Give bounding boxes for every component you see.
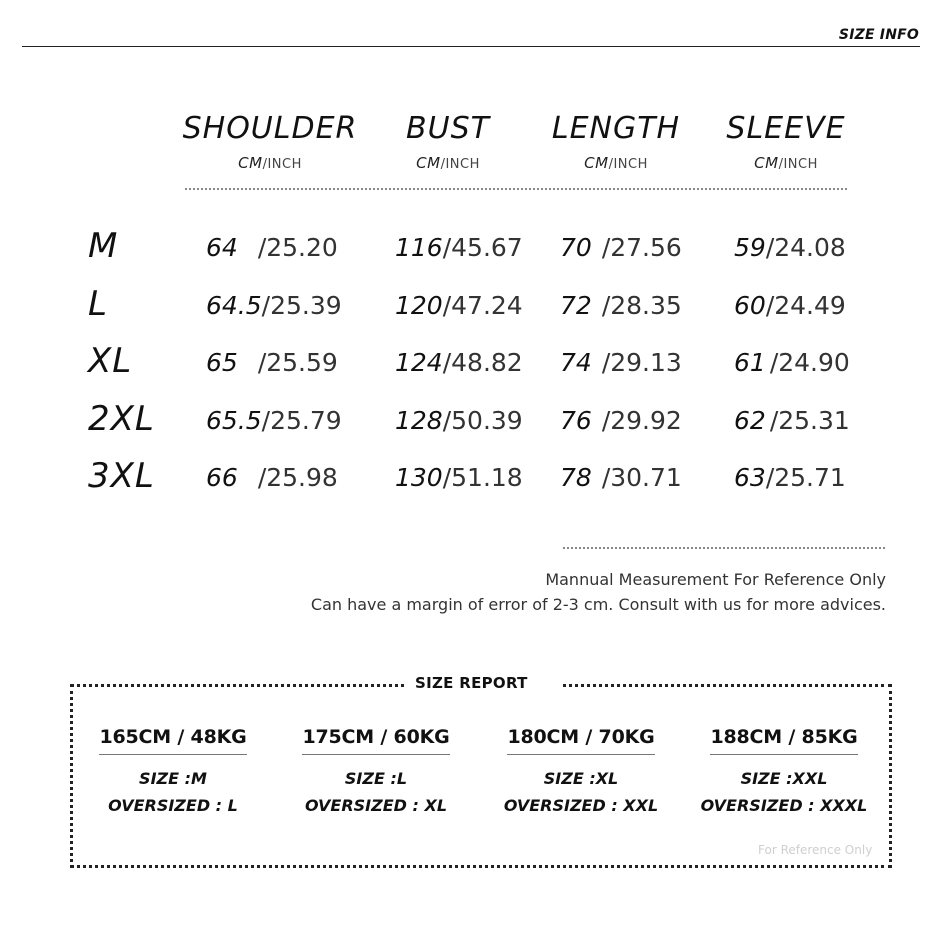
column-unit: CM/INCH [416,154,480,172]
model-oversized: OVERSIZED : XXL [503,796,659,815]
sleeve-value: 59/24.08 [734,233,846,262]
shoulder-value: 64 /25.20 [206,233,338,262]
size-label: XL [88,341,133,381]
column-title: BUST [406,111,490,146]
model-report [481,726,681,815]
table-row [0,284,950,342]
page-title: SIZE INFO [838,27,919,43]
column-header-shoulder [170,112,370,172]
model-oversized: OVERSIZED : XXXL [700,796,868,815]
model-height-weight: 175CM / 60KG [302,726,449,755]
table-row [0,399,950,457]
bust-value: 124/48.82 [395,348,523,377]
sleeve-value: 62 /25.31 [734,406,850,435]
length-value: 74 /29.13 [560,348,682,377]
model-size: SIZE :L [344,769,408,788]
column-unit: CM/INCH [754,154,818,172]
dotted-divider [563,547,885,549]
column-header-sleeve [686,112,886,172]
reference-only-note: For Reference Only [758,843,873,857]
length-value: 78 /30.71 [560,463,682,492]
column-title: SHOULDER [182,111,358,146]
model-report [684,726,884,815]
model-size: SIZE :M [139,769,207,788]
length-value: 70 /27.56 [560,233,682,262]
dotted-divider [185,188,847,190]
shoulder-value: 64.5/25.39 [206,291,342,320]
sleeve-value: 63/25.71 [734,463,846,492]
header-divider [22,46,920,47]
length-value: 72 /28.35 [560,291,682,320]
bust-value: 120/47.24 [395,291,523,320]
table-row [0,456,950,514]
model-report [73,726,273,815]
shoulder-value: 65 /25.59 [206,348,338,377]
model-height-weight: 165CM / 48KG [99,726,246,755]
size-label: L [88,284,108,324]
length-value: 76 /29.92 [560,406,682,435]
model-size: SIZE :XXL [740,769,828,788]
model-oversized: OVERSIZED : L [108,796,238,815]
sleeve-value: 60/24.49 [734,291,846,320]
model-size: SIZE :XL [543,769,619,788]
measurement-note: Mannual Measurement For Reference Only [545,570,886,589]
table-row [0,341,950,399]
shoulder-value: 66 /25.98 [206,463,338,492]
size-label: 3XL [88,456,155,496]
margin-of-error-note: Can have a margin of error of 2-3 cm. Consult with us for more advices. [310,595,886,614]
size-label: M [88,226,119,266]
column-unit: CM/INCH [584,154,648,172]
size-report-title: SIZE REPORT [405,674,538,692]
bust-value: 116/45.67 [395,233,523,262]
column-unit: CM/INCH [238,154,302,172]
model-report [276,726,476,815]
model-height-weight: 188CM / 85KG [710,726,857,755]
shoulder-value: 65.5/25.79 [206,406,342,435]
model-height-weight: 180CM / 70KG [507,726,654,755]
bust-value: 128/50.39 [395,406,523,435]
table-row [0,226,950,284]
column-title: SLEEVE [726,111,846,146]
column-title: LENGTH [551,111,681,146]
sleeve-value: 61 /24.90 [734,348,850,377]
model-oversized: OVERSIZED : XL [304,796,448,815]
bust-value: 130/51.18 [395,463,523,492]
size-label: 2XL [88,399,155,439]
